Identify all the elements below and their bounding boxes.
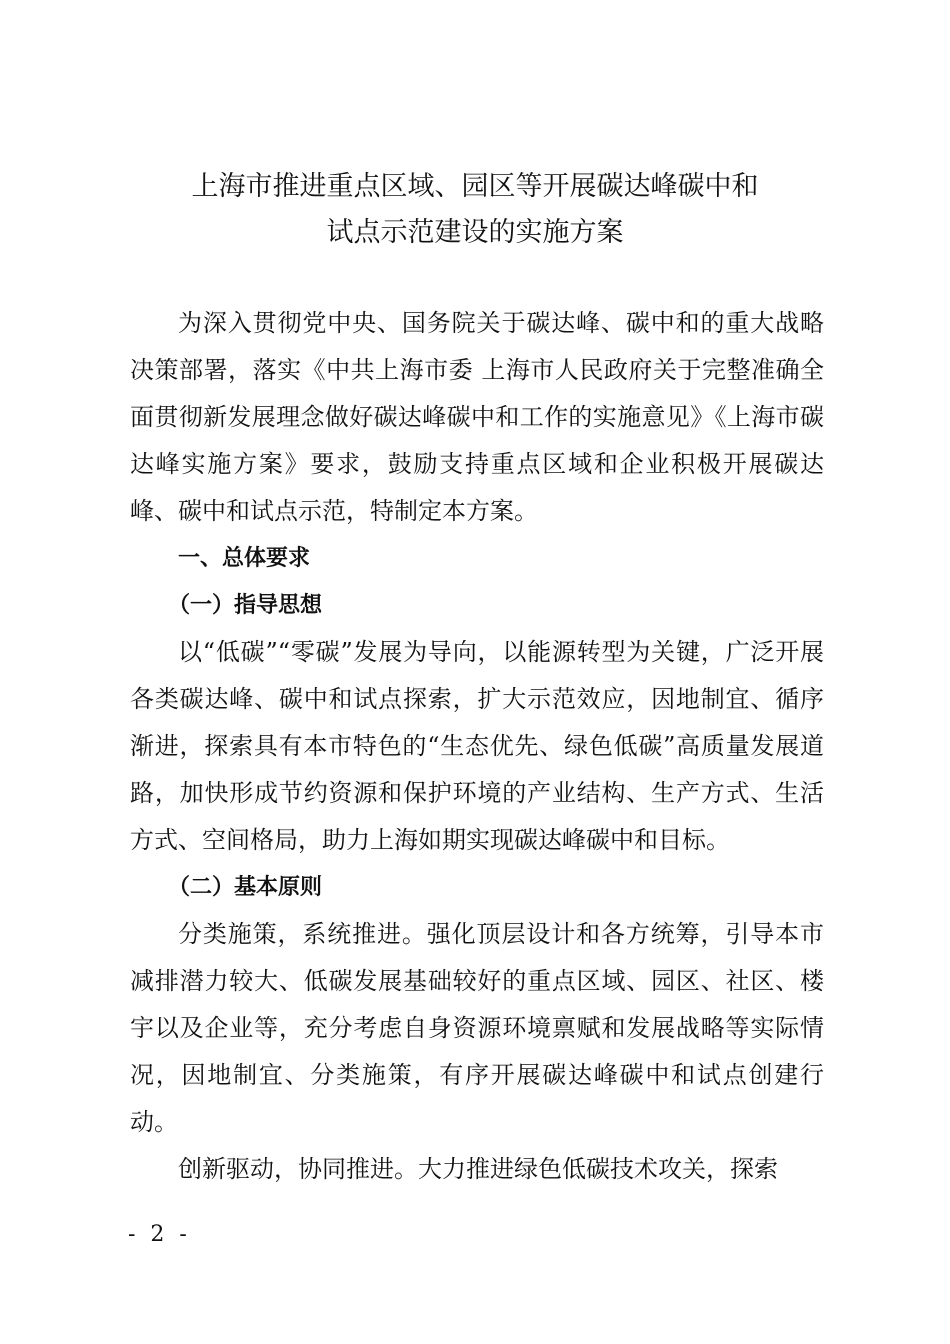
principle-paragraph-1: 分类施策，系统推进。强化顶层设计和各方统筹，引导本市减排潜力较大、低碳发展基础较好的重点区域、园区、社区、楼宇以及企业等，充分考虑自身资源环境禀赋和发展战略等实际情况，因地制宜、分类施策，有序开展碳达峰碳中和试点创建行动。 [130,920,824,1136]
intro-paragraph: 为深入贯彻党中央、国务院关于碳达峰、碳中和的重大战略决策部署，落实《中共上海市委 上海市人民政府关于完整准确全面贯彻新发展理念做好碳达峰碳中和工作的实施意见》《上海市碳达峰实施方案》要求，鼓励支持重点区域和企业积极开展碳达峰、碳中和试点示范，特制定本方案。 [130,309,824,525]
guiding-ideology-paragraph: 以“低碳”“零碳”发展为导向，以能源转型为关键，广泛开展各类碳达峰、碳中和试点探索，扩大示范效应，因地制宜、循序渐进，探索具有本市特色的“生态优先、绿色低碳”高质量发展道路，加快形成节约资源和保护环境的产业结构、生产方式、生活方式、空间格局，助力上海如期实现碳达峰碳中和目标。 [130,638,824,854]
subsection-heading-guiding-ideology: （一）指导思想 [168,592,323,618]
document-title-line-1: 上海市推进重点区域、园区等开展碳达峰碳中和 [191,171,759,202]
document-title-line-2: 试点示范建设的实施方案 [326,217,624,248]
section-heading-general-requirements: 一、总体要求 [178,546,311,571]
document-body [130,300,824,1193]
page-number: - 2 - [128,1222,191,1247]
subsection-heading-basic-principles: （二）基本原则 [168,874,323,900]
principle-paragraph-2: 创新驱动，协同推进。大力推进绿色低碳技术攻关，探索 [178,1155,778,1183]
